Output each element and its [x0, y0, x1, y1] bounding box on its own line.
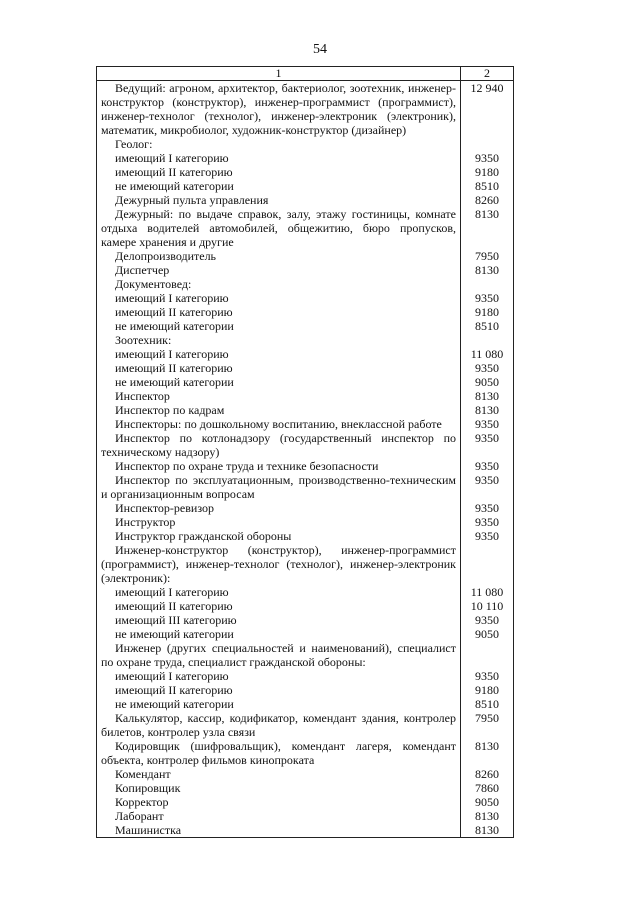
salary-value: 8130	[461, 809, 514, 823]
position-label: Зоотехник:	[115, 333, 172, 347]
table-row	[97, 137, 514, 151]
table-row	[97, 249, 514, 263]
position-cell	[97, 389, 461, 403]
position-label: имеющий III категорию	[115, 613, 237, 627]
table-row	[97, 305, 514, 319]
position-label: Инспектор по кадрам	[115, 403, 225, 417]
salary-value: 7950	[461, 711, 514, 739]
position-cell	[97, 669, 461, 683]
position-cell	[97, 823, 461, 838]
position-label: не имеющий категории	[115, 179, 234, 193]
table-row	[97, 333, 514, 347]
position-cell	[97, 361, 461, 375]
table-row	[97, 347, 514, 361]
position-label: Делопроизводитель	[115, 249, 217, 263]
table-row	[97, 683, 514, 697]
table-row	[97, 263, 514, 277]
position-label: имеющий II категорию	[115, 165, 233, 179]
table-row	[97, 823, 514, 838]
position-label: имеющий I категорию	[115, 291, 229, 305]
salary-value: 9350	[461, 291, 514, 305]
table-row	[97, 711, 514, 739]
position-label: имеющий II категорию	[115, 305, 233, 319]
salary-value: 9350	[461, 515, 514, 529]
position-cell	[97, 697, 461, 711]
salary-value: 7950	[461, 249, 514, 263]
salary-value: 8510	[461, 697, 514, 711]
position-label: Кодировщик (шифровальщик), комендант лагеря, комендант объекта, контролер фильмов кинопроката	[101, 739, 456, 767]
salary-value: 9050	[461, 375, 514, 389]
salary-value: 9350	[461, 501, 514, 515]
salary-value: 8130	[461, 739, 514, 767]
position-cell	[97, 543, 461, 585]
table-row	[97, 319, 514, 333]
position-label: Дежурный: по выдаче справок, залу, этажу гостиницы, комнате отдыха водителей автомобилей, общежитию, бюро пропусков, камере хранения и другие	[101, 207, 456, 249]
position-cell	[97, 599, 461, 613]
salary-value: 8130	[461, 263, 514, 277]
position-label: не имеющий категории	[115, 627, 234, 641]
table-row	[97, 375, 514, 389]
salary-value	[461, 641, 514, 669]
position-cell	[97, 179, 461, 193]
salary-value: 9350	[461, 529, 514, 543]
salary-value: 12 940	[461, 81, 514, 138]
table-row	[97, 179, 514, 193]
salary-value	[461, 277, 514, 291]
table-row	[97, 669, 514, 683]
position-cell	[97, 249, 461, 263]
table-row	[97, 515, 514, 529]
table-header-row	[97, 67, 514, 81]
position-cell	[97, 347, 461, 361]
salary-value	[461, 543, 514, 585]
salary-value: 8130	[461, 403, 514, 417]
position-cell	[97, 403, 461, 417]
position-label: Инструктор гражданской обороны	[115, 529, 292, 543]
position-label: Инженер-конструктор (конструктор), инженер-программист (программист), инженер-технолог (технолог), инженер-электроник (электроник):	[101, 543, 456, 585]
salary-value: 11 080	[461, 347, 514, 361]
table-row	[97, 543, 514, 585]
position-label: имеющий II категорию	[115, 361, 233, 375]
position-label: Комендант	[115, 767, 171, 781]
position-label: Корректор	[115, 795, 169, 809]
salary-value: 8130	[461, 207, 514, 249]
salary-value: 9050	[461, 627, 514, 641]
position-cell	[97, 137, 461, 151]
table-row	[97, 403, 514, 417]
position-label: Инструктор	[115, 515, 176, 529]
salary-value: 8130	[461, 389, 514, 403]
table-row	[97, 585, 514, 599]
position-label: Инспектор по охране труда и технике безопасности	[115, 459, 379, 473]
salary-value: 8130	[461, 823, 514, 838]
position-label: не имеющий категории	[115, 375, 234, 389]
position-label: Инженер (других специальностей и наименований), специалист по охране труда, специалист гражданской обороны:	[101, 641, 456, 669]
salary-table	[96, 66, 514, 838]
position-label: Ведущий: агроном, архитектор, бактериолог, зоотехник, инженер-конструктор (конструктор), инженер-программист (программист), инженер-технолог (технолог), инженер-электроник (электроник), математик, микробиолог, художник-конструктор (дизайнер)	[101, 81, 456, 137]
salary-value: 9350	[461, 151, 514, 165]
position-label: не имеющий категории	[115, 319, 234, 333]
position-cell	[97, 529, 461, 543]
position-cell	[97, 151, 461, 165]
salary-value: 9350	[461, 459, 514, 473]
position-cell	[97, 165, 461, 179]
position-cell	[97, 305, 461, 319]
position-label: Инспектор по эксплуатационным, производственно-техническим и организационным вопросам	[101, 473, 456, 501]
column-header-1: 1	[97, 67, 461, 81]
salary-value: 9350	[461, 669, 514, 683]
salary-value: 8260	[461, 193, 514, 207]
table-row	[97, 795, 514, 809]
table-row	[97, 697, 514, 711]
table-row	[97, 207, 514, 249]
position-cell	[97, 417, 461, 431]
position-cell	[97, 375, 461, 389]
position-label: Машинистка	[115, 823, 182, 837]
table-row	[97, 291, 514, 305]
table-row	[97, 739, 514, 767]
table-row	[97, 473, 514, 501]
position-label: имеющий I категорию	[115, 669, 229, 683]
salary-value: 9050	[461, 795, 514, 809]
table-row	[97, 165, 514, 179]
position-label: Дежурный пульта управления	[115, 193, 269, 207]
position-cell	[97, 459, 461, 473]
table-row	[97, 81, 514, 138]
position-label: Инспекторы: по дошкольному воспитанию, внеклассной работе	[115, 417, 442, 431]
table-row	[97, 459, 514, 473]
position-cell	[97, 319, 461, 333]
position-cell	[97, 515, 461, 529]
column-header-2: 2	[461, 67, 514, 81]
table-row	[97, 361, 514, 375]
position-cell	[97, 277, 461, 291]
position-label: Калькулятор, кассир, кодификатор, комендант здания, контролер билетов, контролер узла связи	[101, 711, 456, 739]
position-cell	[97, 81, 461, 138]
position-label: Лаборант	[115, 809, 164, 823]
salary-value: 9180	[461, 305, 514, 319]
table-row	[97, 781, 514, 795]
position-cell	[97, 431, 461, 459]
position-cell	[97, 263, 461, 277]
position-cell	[97, 795, 461, 809]
position-cell	[97, 683, 461, 697]
salary-value: 10 110	[461, 599, 514, 613]
salary-value: 9350	[461, 613, 514, 627]
table-row	[97, 431, 514, 459]
position-cell	[97, 739, 461, 767]
table-row	[97, 501, 514, 515]
position-cell	[97, 767, 461, 781]
table-row	[97, 389, 514, 403]
position-cell	[97, 193, 461, 207]
position-label: Инспектор	[115, 389, 170, 403]
position-cell	[97, 613, 461, 627]
position-cell	[97, 501, 461, 515]
position-label: Диспетчер	[115, 263, 170, 277]
position-label: Геолог:	[115, 137, 153, 151]
salary-value: 11 080	[461, 585, 514, 599]
salary-value: 9350	[461, 431, 514, 459]
position-cell	[97, 641, 461, 669]
position-label: не имеющий категории	[115, 697, 234, 711]
position-cell	[97, 585, 461, 599]
table-row	[97, 529, 514, 543]
position-label: имеющий I категорию	[115, 585, 229, 599]
position-label: Инспектор по котлонадзору (государственный инспектор по техническому надзору)	[101, 431, 456, 459]
position-label: Инспектор-ревизор	[115, 501, 214, 515]
table-row	[97, 627, 514, 641]
table-row	[97, 599, 514, 613]
salary-value: 8510	[461, 319, 514, 333]
position-cell	[97, 291, 461, 305]
position-cell	[97, 473, 461, 501]
position-cell	[97, 711, 461, 739]
position-label: имеющий II категорию	[115, 683, 233, 697]
position-cell	[97, 809, 461, 823]
salary-value: 8510	[461, 179, 514, 193]
position-cell	[97, 627, 461, 641]
position-label: имеющий I категорию	[115, 347, 229, 361]
position-label: имеющий II категорию	[115, 599, 233, 613]
position-label: Документовед:	[115, 277, 192, 291]
salary-value: 9350	[461, 417, 514, 431]
salary-value: 9350	[461, 473, 514, 501]
salary-value: 9180	[461, 683, 514, 697]
table-row	[97, 417, 514, 431]
salary-value: 7860	[461, 781, 514, 795]
position-cell	[97, 781, 461, 795]
position-cell	[97, 207, 461, 249]
table-row	[97, 613, 514, 627]
page-number: 54	[313, 42, 327, 57]
table-row	[97, 641, 514, 669]
salary-value	[461, 333, 514, 347]
position-label: имеющий I категорию	[115, 151, 229, 165]
table-row	[97, 809, 514, 823]
table-row	[97, 277, 514, 291]
table-row	[97, 151, 514, 165]
position-cell	[97, 333, 461, 347]
salary-value	[461, 137, 514, 151]
salary-value: 8260	[461, 767, 514, 781]
salary-value: 9180	[461, 165, 514, 179]
table-row	[97, 193, 514, 207]
table-row	[97, 767, 514, 781]
position-label: Копировщик	[115, 781, 181, 795]
salary-value: 9350	[461, 361, 514, 375]
